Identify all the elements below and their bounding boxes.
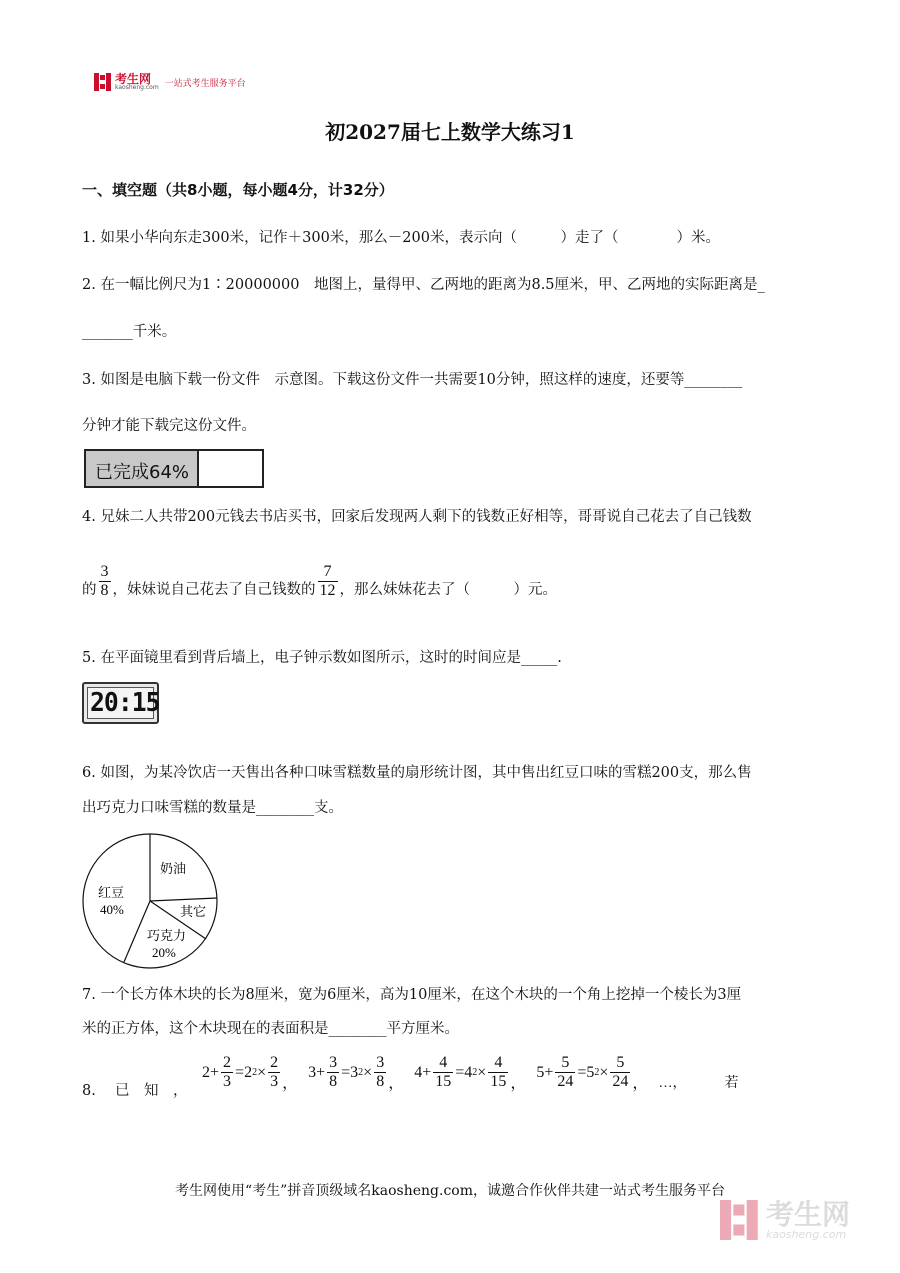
slice-label-other: 其它 xyxy=(180,905,207,920)
question-8-label: 8. 已 知 ， xyxy=(82,1083,188,1099)
question-4-line2 xyxy=(82,562,557,600)
question-6-line1: 6. 如图，为某冷饮店一天售出各种口味雪糕数量的扇形统计图，其中售出红豆口味的雪糕200支，那么售 xyxy=(82,765,752,781)
watermark-icon xyxy=(720,1200,760,1240)
fraction-denominator: 12 xyxy=(319,581,336,599)
question-4-line1: 4. 兄妹二人共带200元钱去书店买书，回家后发现两人剩下的钱数正好相等，哥哥说自己花去了自己钱数 xyxy=(82,509,752,525)
brand-tagline: 一站式考生服务平台 xyxy=(164,78,246,89)
slice-label-chocolate: 巧克力 xyxy=(147,929,187,944)
clock-digits: 20:15 xyxy=(90,688,160,718)
question-7-line2: 米的正方体，这个木块现在的表面积是________平方厘米。 xyxy=(82,1021,459,1037)
brand-name: 考生网 xyxy=(115,72,152,86)
question-3-line2: 分钟才能下载完这份文件。 xyxy=(82,418,256,434)
download-progress-bar xyxy=(84,449,264,488)
equation-3: 4 + $\frac{4}{15}$ = 4 2 × $\frac{4}{15}$ ， xyxy=(414,1054,527,1092)
slice-label-cream: 奶油 xyxy=(160,862,187,877)
progress-label: 已完成64% xyxy=(95,462,190,483)
question-4-mid: ，妹妹说自己花去了自己钱数的 xyxy=(112,582,316,598)
fraction-7-12 xyxy=(318,563,338,600)
equation-2: 3 + $\frac{3}{8}$ = 3 2 × $\frac{3}{8}$ ， xyxy=(308,1054,405,1092)
fraction-numerator: 7 xyxy=(323,562,332,580)
question-2-line2 xyxy=(82,322,176,342)
question-1: 1. 如果小华向东走300米，记作＋300米，那么－200米，表示向（ ）走了（ ）米。 xyxy=(82,230,720,246)
question-8-tail: 若 xyxy=(724,1075,739,1091)
question-4-prefix: 的 xyxy=(82,582,97,598)
header-logo[interactable] xyxy=(94,72,246,92)
fraction-3-8 xyxy=(99,563,111,600)
question-7-line1: 7. 一个长方体木块的长为8厘米，宽为6厘米，高为10厘米，在这个木块的一个角上挖掉一个棱长为3厘 xyxy=(82,987,742,1003)
page-title: 初2027届七上数学大练习1 xyxy=(325,120,575,144)
question-3-line1: 3. 如图是电脑下载一份文件 示意图。下载这份文件一共需要10分钟，照这样的速度，还要等________ xyxy=(82,372,743,388)
watermark-domain: kaosheng.com xyxy=(766,1227,847,1241)
fraction-denominator: 8 xyxy=(100,581,109,599)
watermark-logo xyxy=(720,1197,851,1241)
slice-value-redbean: 40% xyxy=(100,902,124,917)
equation-4: 5 + $\frac{5}{24}$ = 5 2 × $\frac{5}{24}$ ， xyxy=(536,1054,649,1092)
ellipsis: …， xyxy=(658,1075,687,1091)
page-footer: 考生网使用“考生”拼音顶级域名kaosheng.com，诚邀合作伙伴共建一站式考生服务平台 xyxy=(174,1183,726,1199)
question-6-line2: 出巧克力口味雪糕的数量是________支。 xyxy=(82,800,343,816)
question-8-equations xyxy=(202,1052,738,1093)
question-2-suffix: 千米。 xyxy=(132,324,177,340)
watermark-name: 考生网 xyxy=(766,1197,851,1231)
question-2-line1: 2. 在一幅比例尺为1∶20000000 地图上，量得甲、乙两地的距离为8.5厘米，甲、乙两地的实际距离是_ xyxy=(82,277,765,293)
question-5: 5. 在平面镜里看到背后墙上，电子钟示数如图所示，这时的时间应是_____. xyxy=(82,650,562,666)
brand-domain: kaosheng.com xyxy=(115,84,159,91)
question-4-suffix: ，那么妹妹花去了（ ）元。 xyxy=(339,582,557,598)
equation-1: 2 + $\frac{2}{3}$ = 2 2 × $\frac{2}{3}$ ， xyxy=(202,1054,299,1092)
fraction-numerator: 3 xyxy=(100,562,109,580)
answer-blank[interactable]: _______ xyxy=(82,324,133,340)
section-heading: 一、填空题（共8小题，每小题4分，计32分） xyxy=(82,181,394,199)
pie-chart xyxy=(80,831,230,981)
digital-clock-image xyxy=(82,682,159,724)
slice-label-redbean: 红豆 xyxy=(98,886,125,901)
slice-value-chocolate: 20% xyxy=(152,945,176,960)
pie-divider-other xyxy=(150,898,217,901)
brand-logo-icon xyxy=(94,73,112,91)
